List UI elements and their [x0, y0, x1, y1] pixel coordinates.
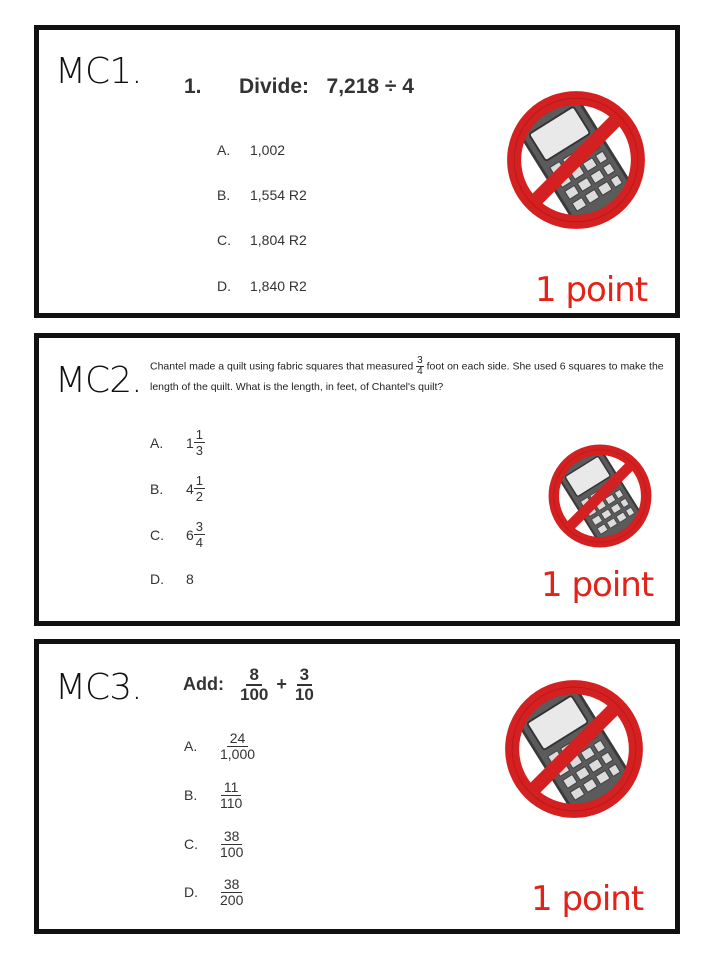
fraction-denominator: 4 — [417, 366, 423, 377]
question-text — [150, 356, 670, 398]
option-letter: B. — [217, 187, 231, 203]
fraction-denominator: 4 — [195, 535, 204, 550]
question-fraction — [416, 356, 424, 377]
fraction-numerator: 1 — [195, 427, 204, 442]
question-tag: MC2. — [55, 360, 142, 401]
answer-option-b[interactable] — [184, 780, 242, 810]
fraction-denominator: 200 — [220, 892, 244, 908]
fraction-denominator: 2 — [195, 489, 204, 504]
fraction-numerator: 8 — [246, 666, 261, 686]
option-letter: C. — [184, 836, 198, 852]
fraction-numerator: 3 — [195, 519, 204, 534]
fraction — [194, 428, 205, 457]
question-card-mc2 — [34, 333, 680, 626]
fraction-numerator: 38 — [221, 829, 243, 845]
option-letter: D. — [217, 278, 231, 294]
fraction-denominator: 100 — [239, 685, 269, 704]
mixed-number — [186, 428, 205, 457]
whole-part: 6 — [186, 526, 194, 543]
no-calculator-icon — [501, 85, 651, 235]
fraction-numerator: 3 — [297, 666, 312, 686]
option-letter: D. — [150, 571, 164, 587]
option-letter: C. — [217, 232, 231, 248]
fraction — [220, 780, 242, 810]
fraction-denominator: 110 — [220, 795, 243, 811]
plus-sign: + — [276, 674, 287, 694]
question-tag: MC1. — [55, 51, 142, 92]
option-value: 1,002 — [250, 142, 286, 158]
fraction-numerator: 24 — [227, 731, 249, 747]
whole-part: 4 — [186, 480, 194, 497]
answer-option-d[interactable] — [150, 571, 194, 587]
question-text: Divide: 7,218 ÷ 4 — [239, 75, 414, 98]
question-text-part: foot on each side. She used 6 squares to make the length of the quilt. What is the length, in feet, of Chantel's quilt? — [150, 360, 664, 394]
answer-option-c[interactable] — [150, 520, 205, 549]
question-text — [183, 666, 314, 703]
question-card-mc3 — [34, 639, 680, 934]
answer-option-c[interactable] — [184, 829, 243, 859]
fraction — [194, 520, 205, 549]
fraction-denominator: 100 — [220, 844, 244, 860]
fraction-denominator: 1,000 — [220, 746, 256, 762]
option-letter: D. — [184, 884, 198, 900]
mixed-number — [186, 520, 205, 549]
option-letter: B. — [150, 480, 164, 497]
question-card-mc1 — [34, 25, 680, 318]
option-letter: B. — [184, 787, 198, 803]
answer-option-a[interactable] — [150, 428, 205, 457]
question-text-part: Chantel made a quilt using fabric squares that measured — [150, 360, 414, 373]
answer-option-a[interactable] — [184, 731, 255, 761]
question-number: 1. — [184, 75, 202, 98]
fraction — [240, 666, 268, 703]
points-label: 1 point — [531, 879, 644, 919]
points-label: 1 point — [541, 565, 654, 605]
option-value: 1,554 R2 — [250, 187, 307, 203]
points-label: 1 point — [535, 270, 648, 310]
answer-option-a[interactable] — [217, 142, 285, 158]
option-value: 1,804 R2 — [250, 232, 307, 248]
question-tag: MC3. — [55, 667, 142, 708]
option-letter: A. — [217, 142, 231, 158]
answer-option-b[interactable] — [150, 474, 205, 503]
answer-option-d[interactable] — [217, 278, 307, 294]
fraction — [295, 666, 314, 703]
option-letter: A. — [184, 738, 198, 754]
fraction-numerator: 1 — [195, 473, 204, 488]
fraction — [220, 829, 243, 859]
fraction-numerator: 3 — [417, 355, 423, 366]
fraction-numerator: 38 — [221, 877, 243, 893]
answer-option-b[interactable] — [217, 187, 307, 203]
fraction-numerator: 11 — [221, 780, 242, 796]
whole-part: 1 — [186, 434, 194, 451]
fraction — [220, 877, 243, 907]
mixed-number — [186, 474, 205, 503]
no-calculator-icon — [499, 674, 649, 824]
add-label: Add: — [183, 674, 224, 694]
option-value: 1,840 R2 — [250, 278, 307, 294]
option-letter: C. — [150, 526, 164, 543]
no-calculator-icon — [544, 440, 656, 552]
answer-option-d[interactable] — [184, 877, 243, 907]
fraction-denominator: 10 — [294, 685, 314, 704]
fraction — [194, 474, 205, 503]
option-letter: A. — [150, 434, 164, 451]
fraction — [220, 731, 255, 761]
answer-option-c[interactable] — [217, 232, 307, 248]
fraction-denominator: 3 — [195, 443, 204, 458]
option-value: 8 — [186, 571, 194, 587]
